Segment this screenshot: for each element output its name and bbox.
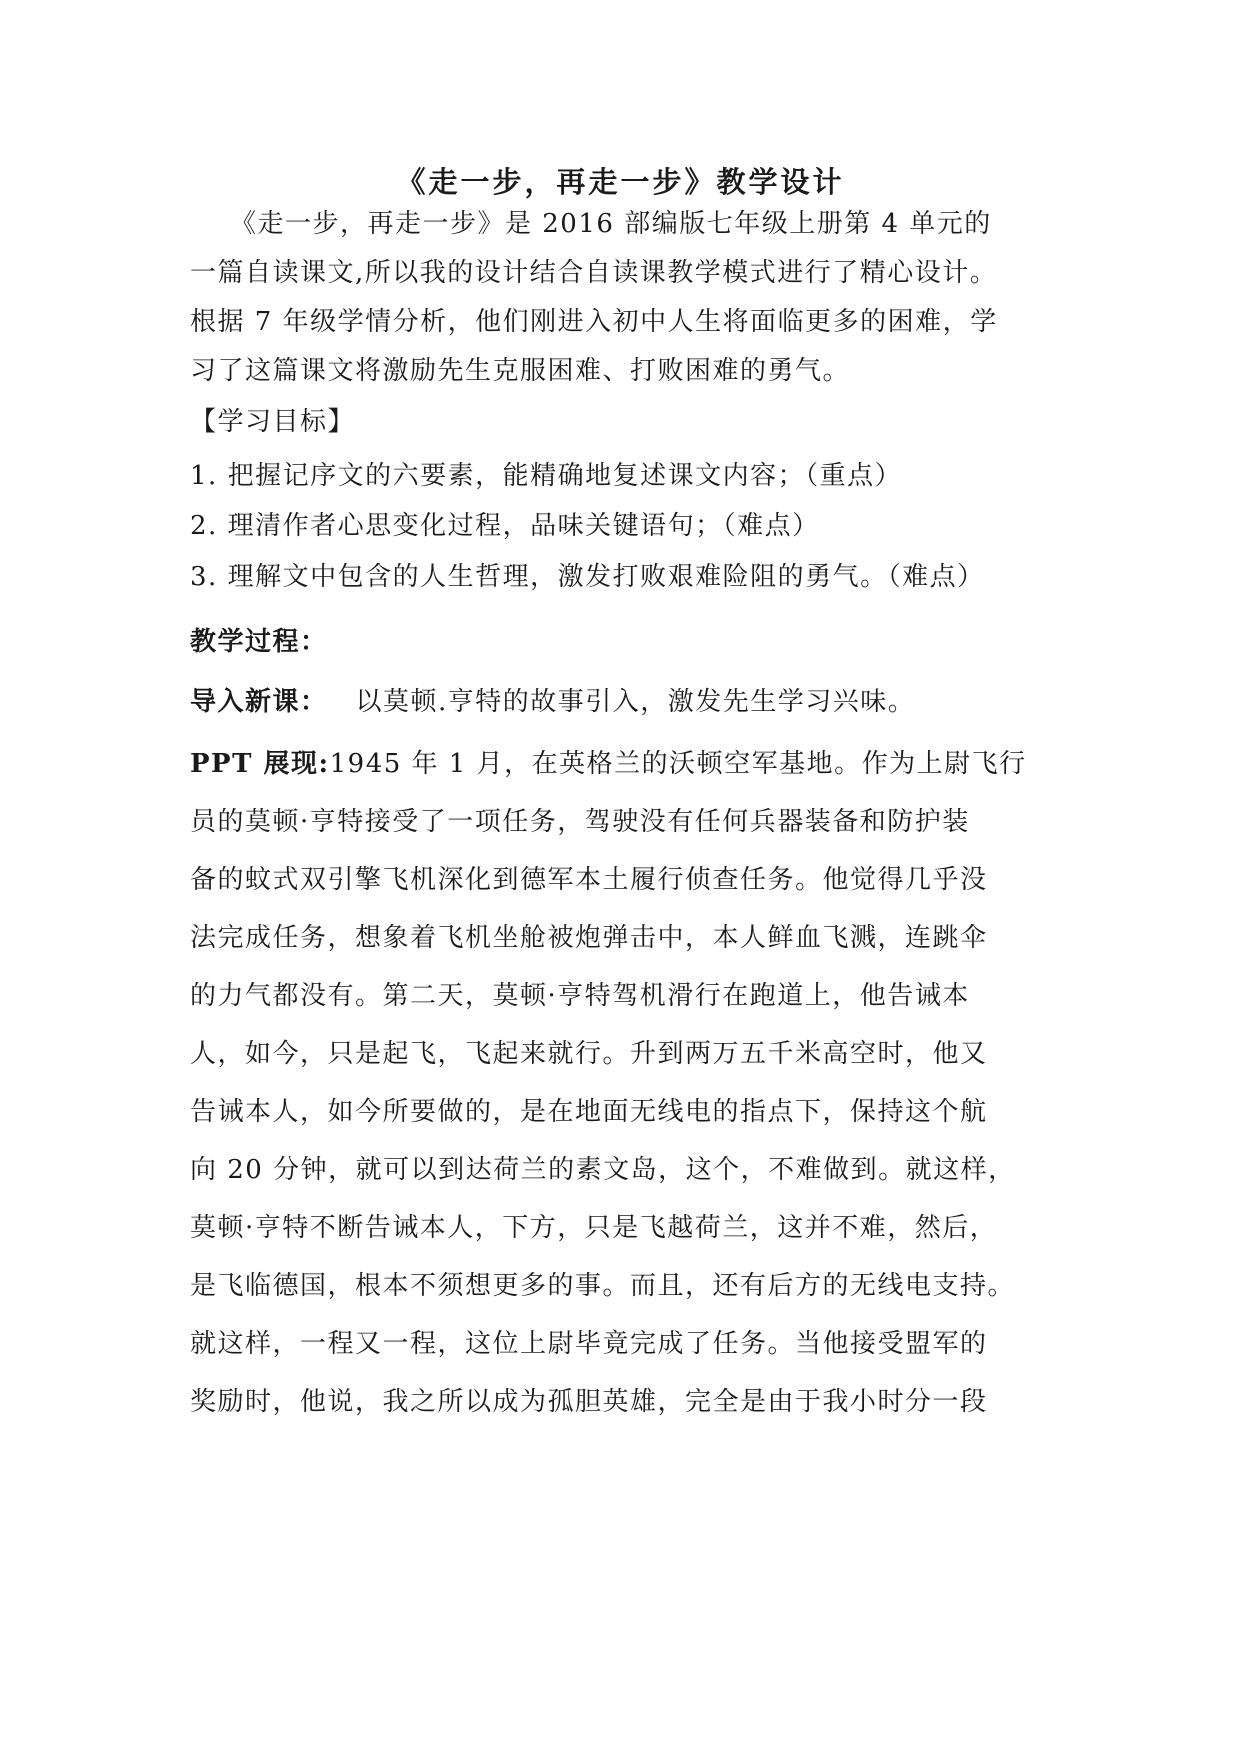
ppt-text-line: 的力气都没有。第二天，莫顿·亨特驾机滑行在跑道上，他告诫本 — [190, 981, 970, 1011]
intro-line: 习了这篇课文将激励先生克服困难、打败困难的勇气。 — [190, 356, 851, 386]
ppt-text-line: 告诫本人，如今所要做的，是在地面无线电的指点下，保持这个航 — [190, 1097, 988, 1127]
lead-in-text: 以莫顿.亨特的故事引入，激发先生学习兴味。 — [355, 687, 916, 717]
intro-line-text: 《走一步，再走一步》是 2016 部编版七年级上册第 4 单元的 — [230, 209, 992, 239]
lead-in-line — [190, 682, 1070, 722]
intro-line: 一篇自读课文,所以我的设计结合自读课教学模式进行了精心设计。 — [190, 258, 998, 288]
ppt-text-line: 就这样，一程又一程，这位上尉毕竟完成了任务。当他接受盟军的 — [190, 1329, 988, 1359]
document-title: 《走一步，再走一步》教学设计 — [396, 165, 845, 199]
objective-item: 2. 理清作者心思变化过程，品味关键语句；（难点） — [190, 511, 820, 541]
ppt-text-line: 向 20 分钟，就可以到达荷兰的素文岛，这个，不难做到。就这样， — [190, 1155, 1016, 1185]
ppt-first-line-text: 1945 年 1 月，在英格兰的沃顿空军基地。作为上尉飞行 — [329, 749, 1027, 779]
objective-item: 3. 理解文中包含的人生哲理，激发打败艰难险阻的勇气。（难点） — [190, 562, 985, 592]
intro-line: 根据 7 年级学情分析，他们刚进入初中人生将面临更多的困难，学 — [190, 307, 998, 337]
process-heading: 教学过程： — [190, 627, 328, 657]
intro-line — [190, 204, 1070, 244]
ppt-text-line: 奖励时，他说，我之所以成为孤胆英雄，完全是由于我小时分一段 — [190, 1387, 988, 1417]
objectives-heading: 【学习目标】 — [190, 407, 356, 437]
ppt-text-line: 是飞临德国，根本不须想更多的事。而且，还有后方的无线电支持。 — [190, 1271, 1016, 1301]
ppt-text-line: 员的莫顿·亨特接受了一项任务，驾驶没有任何兵器装备和防护装 — [190, 807, 970, 837]
objective-item: 1. 把握记序文的六要素，能精确地复述课文内容；（重点） — [190, 461, 903, 491]
ppt-text-line: 人，如今，只是起飞，飞起来就行。升到两万五千米高空时，他又 — [190, 1039, 988, 1069]
ppt-text-line: 莫顿·亨特不断告诫本人，下方，只是飞越荷兰，这并不难，然后， — [190, 1213, 998, 1243]
ppt-line — [190, 744, 1070, 784]
ppt-text-line: 法完成任务，想象着飞机坐舱被炮弹击中，本人鲜血飞溅，连跳伞 — [190, 923, 988, 953]
lead-in-label: 导入新课： — [190, 687, 328, 717]
ppt-text-line: 备的蚊式双引擎飞机深化到德军本土履行侦查任务。他觉得几乎没 — [190, 865, 988, 895]
ppt-label: PPT 展现: — [190, 749, 330, 779]
